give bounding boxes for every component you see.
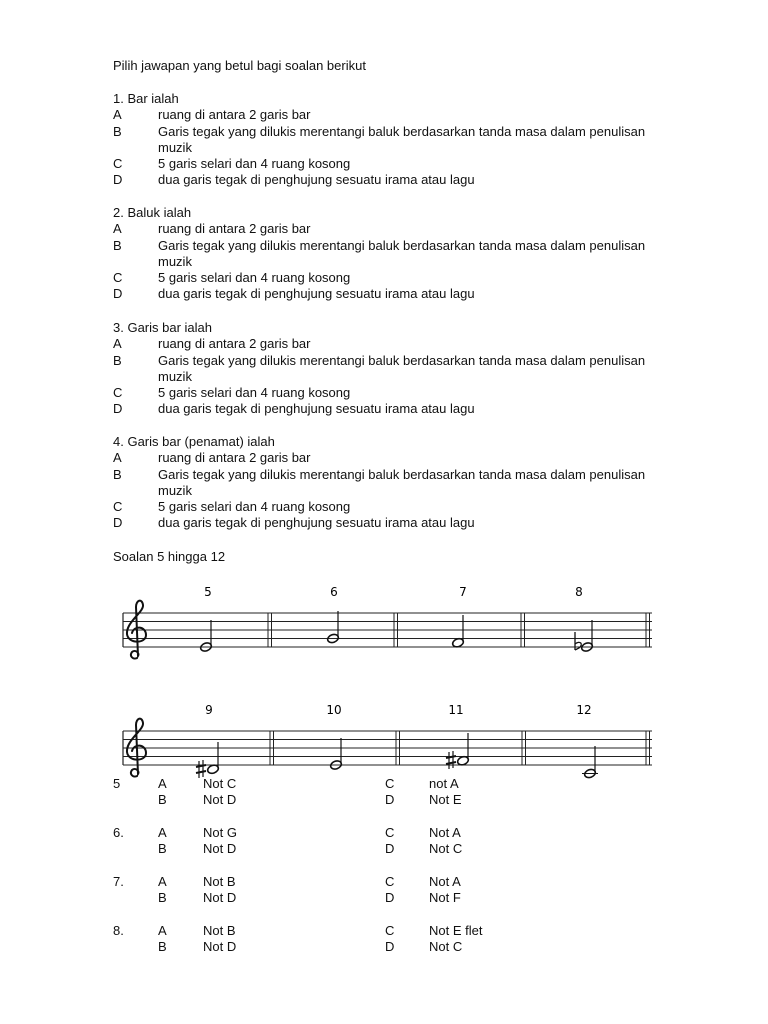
half-note-e-flat — [581, 620, 594, 652]
question-number-label: 7 — [459, 585, 467, 599]
option-text: Not G — [203, 825, 237, 840]
option-text: Not F — [429, 890, 461, 906]
option-c — [113, 499, 653, 515]
option-text: ruang di antara 2 garis bar — [158, 450, 311, 466]
option-letter: C — [113, 499, 123, 515]
option-text: Not D — [203, 841, 237, 857]
option-b — [113, 238, 653, 271]
option-letter: A — [158, 825, 167, 840]
option-text: Not E — [429, 792, 462, 808]
option-letter: B — [113, 352, 122, 368]
question-number: 8. — [113, 923, 124, 938]
question-number-label: 8 — [575, 585, 583, 599]
option-letter: A — [158, 874, 167, 889]
option-letter: C — [113, 385, 123, 401]
option-letter: D — [385, 841, 395, 857]
option-c — [113, 156, 653, 172]
answer-row — [113, 825, 583, 841]
option-text: dua garis tegak di penghujung sesuatu irama atau lagu — [158, 172, 475, 188]
option-letter: D — [113, 286, 123, 302]
answer-block-8 — [113, 923, 583, 956]
option-text: ruang di antara 2 garis bar — [158, 221, 311, 237]
answer-block-6 — [113, 825, 583, 858]
question-2 — [113, 205, 653, 303]
option-letter: C — [385, 825, 395, 840]
question-title: 1. Bar ialah — [113, 91, 179, 106]
option-text: dua garis tegak di penghujung sesuatu irama atau lagu — [158, 286, 475, 302]
question-title: 2. Baluk ialah — [113, 205, 192, 220]
question-1 — [113, 91, 653, 189]
question-number-label: 5 — [204, 585, 212, 599]
option-text: 5 garis selari dan 4 ruang kosong — [158, 270, 351, 286]
option-letter: B — [113, 123, 122, 139]
option-text: Garis tegak yang dilukis merentangi baluk berdasarkan tanda masa dalam penulisan muzik — [158, 352, 646, 384]
option-letter: A — [113, 107, 122, 123]
half-note-f — [452, 615, 465, 648]
half-note-e — [330, 738, 343, 770]
question-number-label: 9 — [205, 703, 213, 717]
option-letter: A — [113, 221, 122, 237]
question-title: 4. Garis bar (penamat) ialah — [113, 434, 275, 449]
staff-lines — [123, 613, 652, 647]
option-text: ruang di antara 2 garis bar — [158, 107, 311, 123]
option-letter: A — [158, 776, 167, 791]
question-number: 7. — [113, 874, 124, 889]
option-text: Not D — [203, 939, 237, 955]
option-letter: C — [385, 776, 395, 791]
answer-row — [113, 890, 583, 906]
question-number: 5 — [113, 776, 121, 791]
option-a — [113, 107, 653, 123]
option-letter: A — [113, 336, 122, 352]
option-letter: C — [113, 156, 123, 172]
option-letter: B — [158, 890, 167, 906]
option-c — [113, 385, 653, 401]
question-number-label: 12 — [576, 703, 592, 717]
option-letter: C — [385, 874, 395, 889]
sharp-icon — [446, 751, 456, 769]
answer-block-5 — [113, 776, 583, 809]
option-text: Garis tegak yang dilukis merentangi baluk berdasarkan tanda masa dalam penulisan muzik — [158, 123, 646, 155]
option-text: Not C — [429, 939, 463, 955]
question-number: 6. — [113, 825, 124, 840]
option-d — [113, 286, 653, 302]
half-note-e — [200, 620, 213, 652]
question-number-label: 6 — [330, 585, 338, 599]
option-text: Not A — [429, 874, 461, 889]
section-heading: Soalan 5 hingga 12 — [113, 549, 226, 564]
option-text: Garis tegak yang dilukis merentangi baluk berdasarkan tanda masa dalam penulisan muzik — [158, 237, 646, 269]
option-text: not A — [429, 776, 459, 791]
option-text: 5 garis selari dan 4 ruang kosong — [158, 156, 351, 172]
option-letter: A — [158, 923, 167, 938]
option-letter: D — [385, 792, 395, 808]
option-letter: D — [113, 515, 123, 531]
option-c — [113, 270, 653, 286]
option-text: Not B — [203, 923, 236, 938]
half-note-f-sharp — [457, 733, 470, 766]
option-letter: B — [113, 466, 122, 482]
answer-block-7 — [113, 874, 583, 907]
option-a — [113, 450, 653, 466]
option-letter: C — [385, 923, 395, 938]
option-b — [113, 124, 653, 157]
option-text: Not C — [203, 776, 237, 791]
option-letter: A — [113, 450, 122, 466]
answer-row — [113, 874, 583, 890]
instruction-text: Pilih jawapan yang betul bagi soalan berikut — [113, 58, 366, 73]
option-letter: B — [158, 792, 167, 808]
answer-row — [113, 923, 583, 939]
option-letter: D — [385, 890, 395, 906]
question-number-label: 11 — [448, 703, 464, 717]
option-d — [113, 401, 653, 417]
option-text: Not E flet — [429, 923, 483, 938]
option-text: ruang di antara 2 garis bar — [158, 336, 311, 352]
option-text: Not D — [203, 792, 237, 808]
option-letter: D — [385, 939, 395, 955]
question-title: 3. Garis bar ialah — [113, 320, 212, 335]
option-text: dua garis tegak di penghujung sesuatu irama atau lagu — [158, 515, 475, 531]
option-text: 5 garis selari dan 4 ruang kosong — [158, 499, 351, 515]
half-note-d-sharp — [207, 742, 220, 775]
answer-row — [113, 792, 583, 808]
half-note-c — [584, 746, 597, 779]
staff-lines — [123, 731, 652, 765]
option-text: Not C — [429, 841, 463, 857]
answer-row — [113, 776, 583, 792]
option-letter: B — [113, 237, 122, 253]
option-text: Not D — [203, 890, 237, 906]
question-number-label: 10 — [326, 703, 342, 717]
answer-row — [113, 939, 583, 955]
option-text: Not A — [429, 825, 461, 840]
option-d — [113, 515, 653, 531]
half-note-g — [327, 611, 340, 644]
question-3 — [113, 320, 653, 418]
question-4 — [113, 434, 653, 532]
option-letter: D — [113, 401, 123, 417]
answer-row — [113, 841, 583, 857]
option-text: 5 garis selari dan 4 ruang kosong — [158, 385, 351, 401]
option-b — [113, 353, 653, 386]
option-text: dua garis tegak di penghujung sesuatu irama atau lagu — [158, 401, 475, 417]
music-staff-2 — [120, 698, 654, 783]
option-letter: D — [113, 172, 123, 188]
option-a — [113, 336, 653, 352]
option-letter: C — [113, 270, 123, 286]
option-text: Garis tegak yang dilukis merentangi baluk berdasarkan tanda masa dalam penulisan muzik — [158, 466, 646, 498]
option-letter: B — [158, 841, 167, 857]
option-b — [113, 467, 653, 500]
option-letter: B — [158, 939, 167, 955]
option-a — [113, 221, 653, 237]
option-text: Not B — [203, 874, 236, 889]
music-staff-1 — [120, 580, 654, 665]
option-d — [113, 172, 653, 188]
